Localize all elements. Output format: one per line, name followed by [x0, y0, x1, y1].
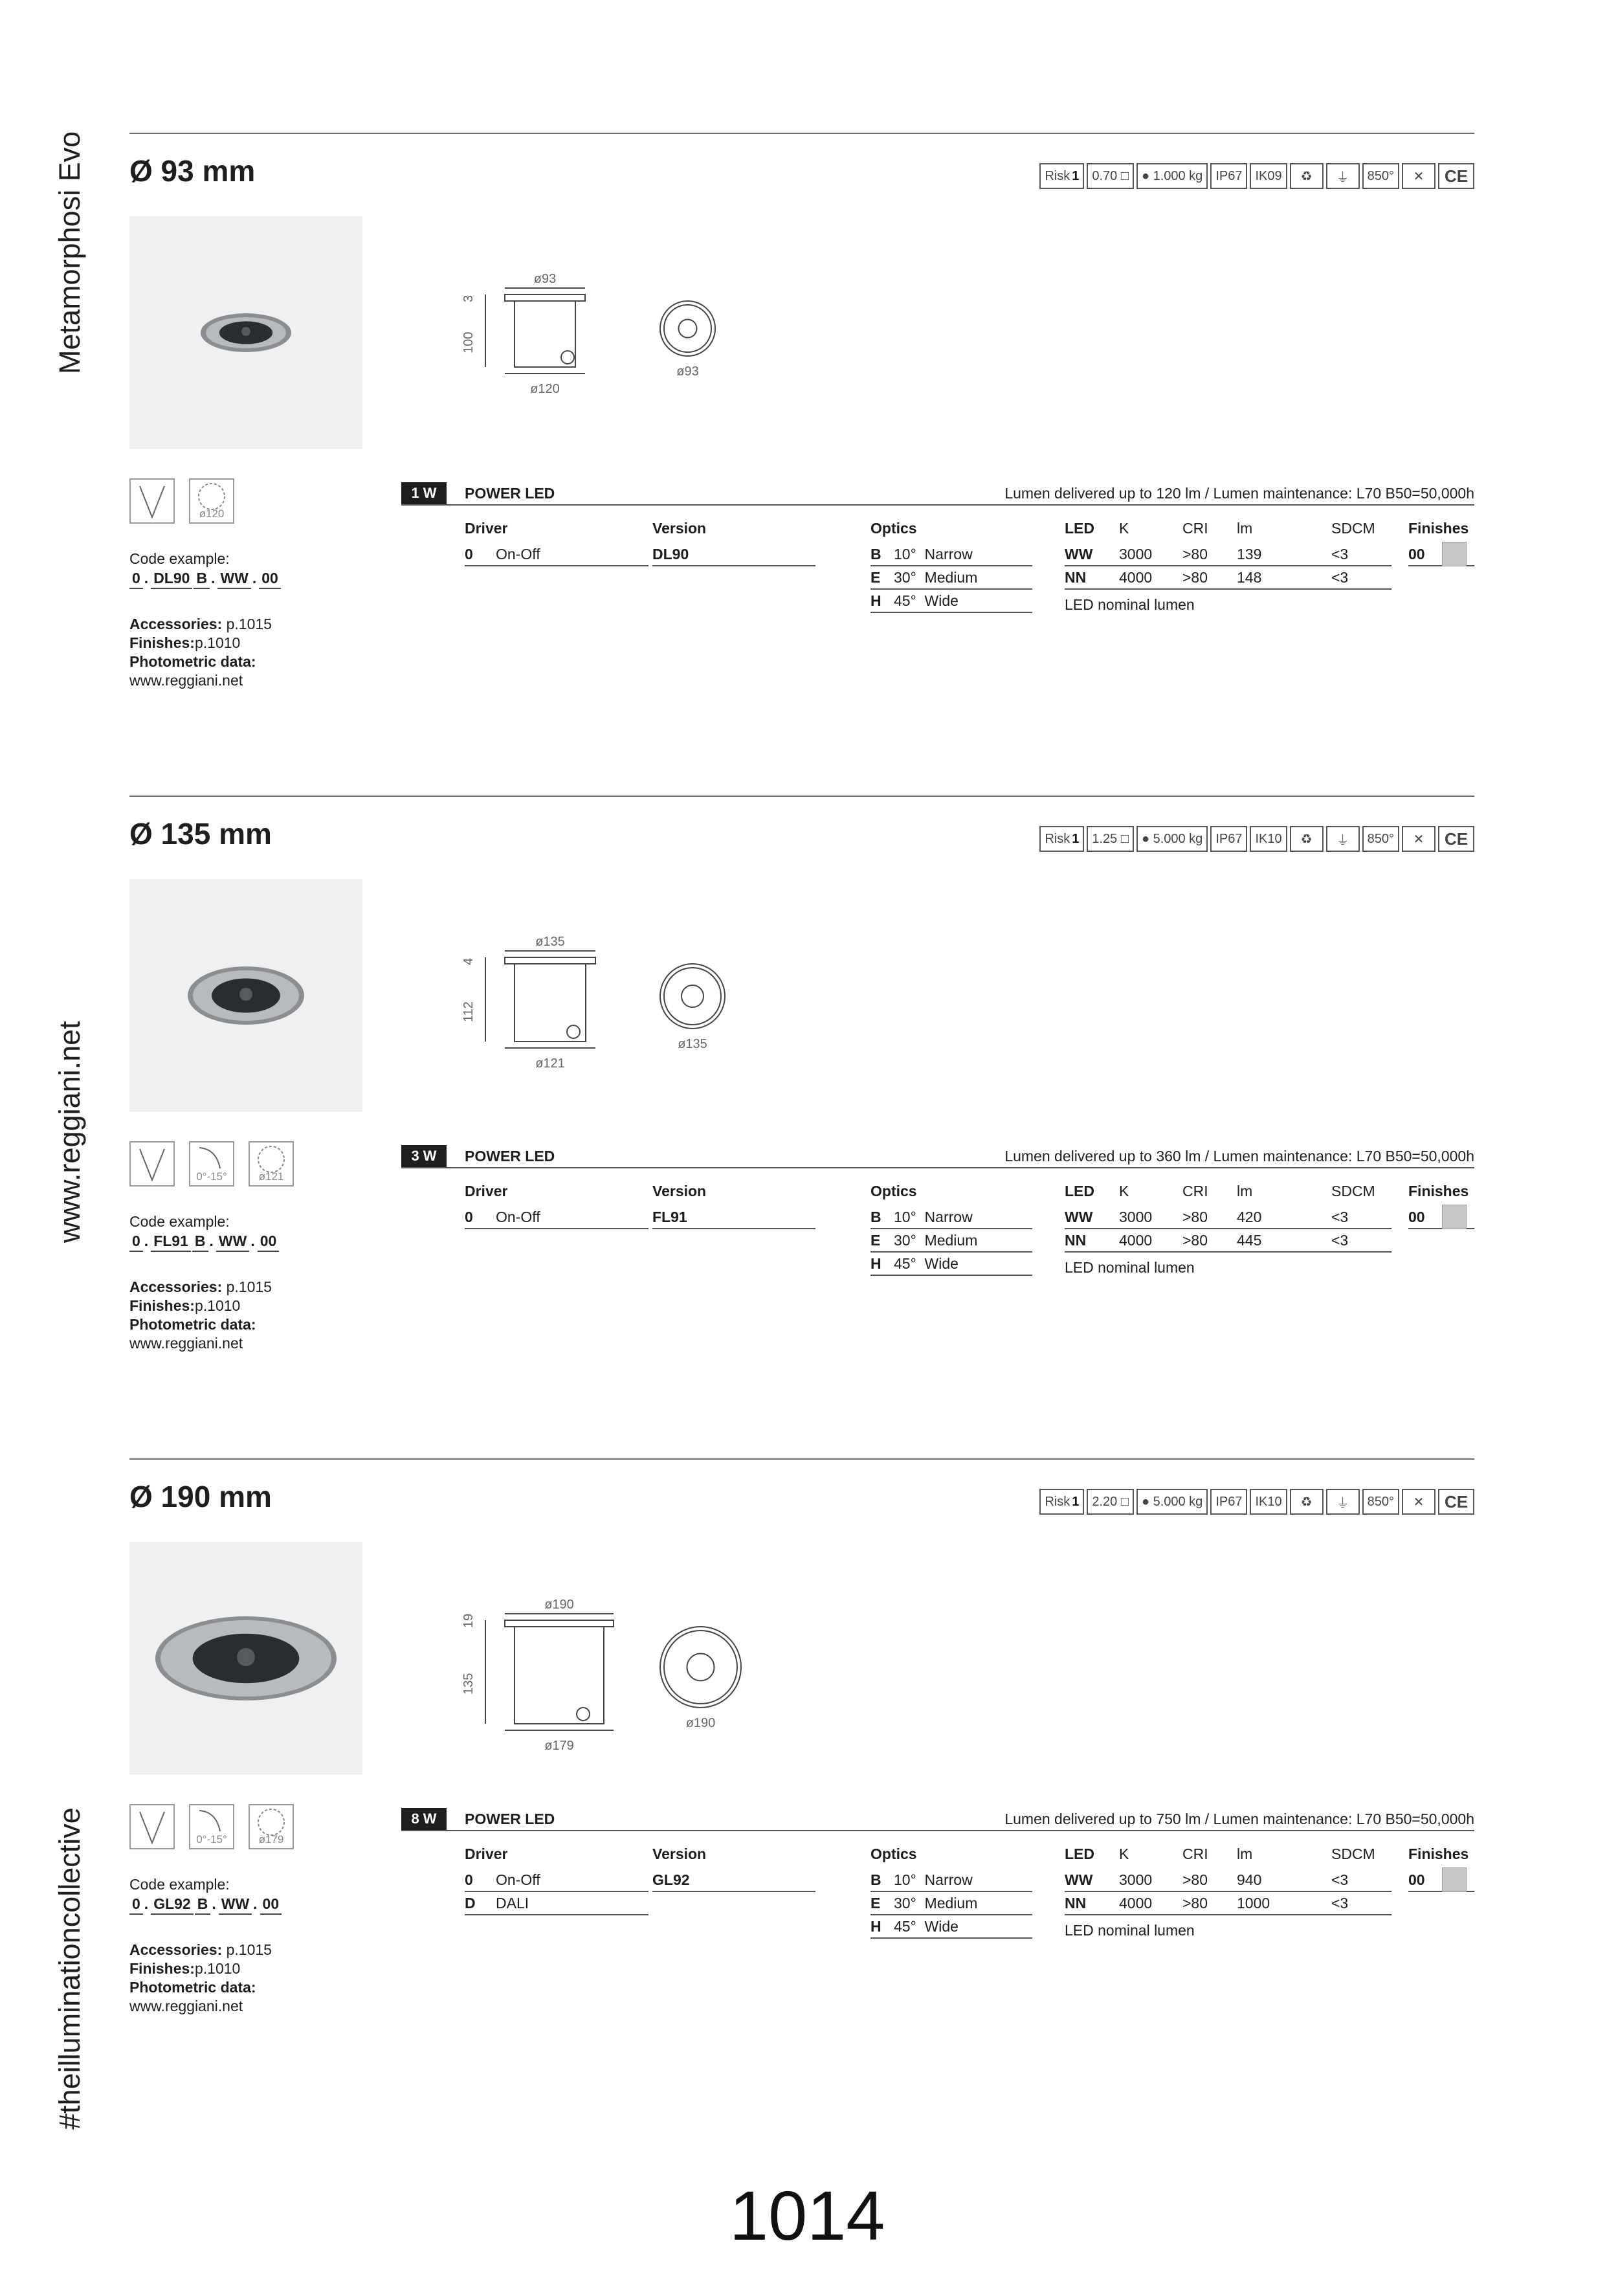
optics-option: E 30° Medium [870, 566, 1032, 590]
version-column: Version FL91 [652, 1183, 815, 1229]
ip-badge: IP67 [1210, 1489, 1247, 1515]
version-code: DL90 [652, 543, 815, 566]
code-segment: 0 [129, 1894, 143, 1915]
code-segment: WW [216, 1231, 249, 1252]
led-option: WW 3000 >80 420 <3 [1065, 1206, 1391, 1229]
finish-swatch [1442, 1205, 1467, 1229]
finish-option: 00 [1408, 1869, 1474, 1892]
finishes-column: Finishes 00 [1408, 1845, 1474, 1892]
ce-icon: CE [1438, 1489, 1474, 1515]
optics-option: E 30° Medium [870, 1892, 1032, 1915]
dim-flange: 4 [461, 957, 476, 965]
code-segment: WW [217, 568, 250, 589]
code-segment: 00 [260, 1894, 282, 1915]
product-info: Accessories: p.1015 Finishes:p.1010 Photometric data: www.reggiani.net [129, 1941, 272, 2014]
product-photo [129, 216, 362, 449]
load-badge: ● 1.000 kg [1136, 163, 1208, 189]
dim-top-width: ø93 [533, 272, 557, 286]
finish-option: 00 [1408, 543, 1474, 566]
code-segment: WW [219, 1894, 252, 1915]
code-segment: GL92 [151, 1894, 194, 1915]
led-note: LED nominal lumen [1065, 596, 1195, 613]
code-example-value: 0 . DL90 B . WW . 00 [129, 568, 282, 589]
spec-table [401, 482, 1474, 613]
lumen-info: Lumen delivered up to 750 lm / Lumen maintenance: L70 B50=50,000h [1004, 1811, 1474, 1827]
optics-option: B 10° Narrow [870, 1869, 1032, 1892]
technical-drawing-wrapper [447, 925, 809, 1097]
technical-drawing-wrapper [447, 262, 809, 434]
dim-bottom-width: ø179 [544, 1739, 574, 1753]
temperature-badge: 850° [1362, 826, 1399, 852]
dim-front-width: ø135 [678, 1037, 707, 1051]
finishes-column: Finishes 00 [1408, 1183, 1474, 1229]
code-example-value: 0 . FL91 B . WW . 00 [129, 1231, 280, 1252]
optics-column: Optics B 10° Narrow E 30° Medium H 45° Wide [870, 1845, 1032, 1939]
code-example-label: Code example: [129, 1876, 230, 1893]
code-example-label: Code example: [129, 1213, 230, 1230]
feature-icons [129, 1804, 294, 1849]
narrow-beam-icon [129, 1804, 175, 1849]
version-column: Version DL90 [652, 520, 815, 566]
recycle-icon: ♻ [1290, 1489, 1324, 1515]
finish-swatch [1442, 1867, 1467, 1892]
optics-option: E 30° Medium [870, 1229, 1032, 1253]
code-segment: B [194, 568, 210, 589]
power-led-label: POWER LED [465, 485, 555, 502]
risk-badge: Risk 1 [1039, 163, 1084, 189]
led-column: LED K CRI lm SDCM WW 3000 >80 420 <3 NN 4000 >80 445 <3 LED nominal lumen [1065, 1183, 1391, 1276]
no-bin-icon: ✕ [1402, 163, 1435, 189]
ik-badge: IK10 [1250, 1489, 1287, 1515]
weight-icon: □ [1120, 1494, 1129, 1509]
dim-flange: 19 [461, 1613, 476, 1628]
ik-badge: IK10 [1250, 826, 1287, 852]
certification-badges [1039, 163, 1474, 189]
code-example-value: 0 . GL92 B . WW . 00 [129, 1894, 283, 1915]
foot-icon: ● [1141, 168, 1153, 183]
code-segment: DL90 [151, 568, 192, 589]
optics-column: Optics B 10° Narrow E 30° Medium H 45° Wide [870, 1183, 1032, 1276]
load-badge: ● 5.000 kg [1136, 826, 1208, 852]
section-divider [129, 796, 1474, 797]
section-divider [129, 1458, 1474, 1460]
product-section [0, 796, 1618, 1443]
version-code: GL92 [652, 1869, 815, 1892]
technical-drawing-wrapper [447, 1588, 809, 1759]
foot-icon: ● [1141, 1494, 1153, 1509]
dim-front-width: ø93 [676, 364, 699, 379]
code-example [129, 1212, 280, 1252]
ip-badge: IP67 [1210, 163, 1247, 189]
wattage-badge: 8 W [401, 1808, 447, 1830]
product-title: Ø 135 mm [129, 817, 272, 851]
photometric-link[interactable]: www.reggiani.net [129, 672, 243, 689]
led-option: NN 4000 >80 1000 <3 [1065, 1892, 1391, 1915]
led-option: WW 3000 >80 940 <3 [1065, 1869, 1391, 1892]
optics-option: H 45° Wide [870, 1915, 1032, 1939]
optics-option: B 10° Narrow [870, 543, 1032, 566]
sidebar-title: Metamorphosi Evo [53, 131, 86, 374]
product-info: Accessories: p.1015 Finishes:p.1010 Photometric data: www.reggiani.net [129, 616, 272, 689]
product-photo [129, 1542, 362, 1775]
accessories-page[interactable]: p.1015 [226, 616, 272, 632]
dim-height: 135 [461, 1673, 476, 1695]
driver-option: D DALI [465, 1892, 648, 1915]
version-column: Version GL92 [652, 1845, 815, 1892]
narrow-beam-icon [129, 478, 175, 524]
recycle-icon: ♻ [1290, 163, 1324, 189]
product-title: Ø 93 mm [129, 154, 256, 188]
finish-option: 00 [1408, 1206, 1474, 1229]
section-divider [129, 133, 1474, 134]
ce-icon: CE [1438, 826, 1474, 852]
dim-top-width: ø135 [535, 935, 565, 949]
feature-icons [129, 1141, 294, 1187]
cutout-icon: ø179 [249, 1804, 294, 1849]
ip-badge: IP67 [1210, 826, 1247, 852]
dim-height: 112 [461, 1001, 476, 1022]
cutout-icon: ø120 [189, 478, 234, 524]
ground-icon: ⏚ [1326, 826, 1360, 852]
cutout-icon: ø121 [249, 1141, 294, 1187]
foot-icon: ● [1141, 831, 1153, 846]
power-led-label: POWER LED [465, 1811, 555, 1827]
finishes-column: Finishes 00 [1408, 520, 1474, 566]
accessories-page[interactable]: p.1015 [226, 1278, 272, 1295]
photometric-link[interactable]: www.reggiani.net [129, 1335, 243, 1352]
optics-option: H 45° Wide [870, 1253, 1032, 1276]
driver-column: Driver 0 On-Off [465, 1183, 648, 1229]
lumen-info: Lumen delivered up to 360 lm / Lumen maintenance: L70 B50=50,000h [1004, 1148, 1474, 1165]
code-segment: B [195, 1894, 211, 1915]
led-note: LED nominal lumen [1065, 1259, 1195, 1276]
weight-badge: 0.70 □ [1087, 163, 1134, 189]
product-photo [129, 879, 362, 1112]
code-segment: 00 [259, 568, 281, 589]
spec-table [401, 1145, 1474, 1276]
ce-icon: CE [1438, 163, 1474, 189]
weight-badge: 2.20 □ [1087, 1489, 1134, 1515]
ground-icon: ⏚ [1326, 1489, 1360, 1515]
led-option: NN 4000 >80 148 <3 [1065, 566, 1391, 590]
led-note: LED nominal lumen [1065, 1922, 1195, 1939]
ik-badge: IK09 [1250, 163, 1287, 189]
narrow-beam-icon [129, 1141, 175, 1187]
code-segment: B [192, 1231, 208, 1252]
finish-swatch [1442, 542, 1467, 566]
optics-column: Optics B 10° Narrow E 30° Medium H 45° Wide [870, 520, 1032, 613]
no-bin-icon: ✕ [1402, 826, 1435, 852]
code-example [129, 1875, 283, 1915]
sidebar-hashtag: #theilluminationcollective [53, 1807, 86, 2130]
code-segment: 0 [129, 568, 143, 589]
spec-table [401, 1808, 1474, 1939]
technical-drawing [447, 262, 809, 430]
technical-drawing [447, 1588, 809, 1756]
product-info: Accessories: p.1015 Finishes:p.1010 Photometric data: www.reggiani.net [129, 1278, 272, 1352]
photometric-link[interactable]: www.reggiani.net [129, 1998, 243, 2014]
code-segment: 00 [258, 1231, 280, 1252]
certification-badges [1039, 1489, 1474, 1515]
certification-badges [1039, 826, 1474, 852]
driver-option: 0 On-Off [465, 543, 648, 566]
dim-bottom-width: ø121 [535, 1056, 565, 1071]
power-led-label: POWER LED [465, 1148, 555, 1165]
risk-badge: Risk 1 [1039, 826, 1084, 852]
weight-badge: 1.25 □ [1087, 826, 1134, 852]
finishes-page[interactable]: p.1010 [194, 1960, 241, 1977]
optics-option: H 45° Wide [870, 590, 1032, 613]
dim-top-width: ø190 [544, 1598, 574, 1612]
load-badge: ● 5.000 kg [1136, 1489, 1208, 1515]
driver-column: Driver 0 On-Off [465, 520, 648, 566]
code-example-label: Code example: [129, 550, 230, 567]
led-column: LED K CRI lm SDCM WW 3000 >80 940 <3 NN 4000 >80 1000 <3 LED nominal lumen [1065, 1845, 1391, 1939]
dim-bottom-width: ø120 [530, 382, 560, 396]
ground-icon: ⏚ [1326, 163, 1360, 189]
finishes-page[interactable]: p.1010 [194, 1297, 241, 1314]
driver-option: 0 On-Off [465, 1206, 648, 1229]
version-code: FL91 [652, 1206, 815, 1229]
optics-option: B 10° Narrow [870, 1206, 1032, 1229]
led-column: LED K CRI lm SDCM WW 3000 >80 139 <3 NN 4000 >80 148 <3 LED nominal lumen [1065, 520, 1391, 614]
weight-icon: □ [1120, 831, 1129, 846]
code-segment: FL91 [151, 1231, 191, 1252]
temperature-badge: 850° [1362, 1489, 1399, 1515]
wattage-badge: 3 W [401, 1145, 447, 1167]
sidebar-url[interactable]: www.reggiani.net [53, 1021, 86, 1243]
product-title: Ø 190 mm [129, 1480, 272, 1513]
tilt-icon: 0°-15° [189, 1804, 234, 1849]
led-option: WW 3000 >80 139 <3 [1065, 543, 1391, 566]
tilt-icon: 0°-15° [189, 1141, 234, 1187]
product-section [0, 1458, 1618, 2106]
code-example [129, 549, 282, 589]
dim-front-width: ø190 [685, 1716, 716, 1730]
recycle-icon: ♻ [1290, 826, 1324, 852]
accessories-page[interactable]: p.1015 [226, 1941, 272, 1958]
temperature-badge: 850° [1362, 163, 1399, 189]
dim-flange: 3 [461, 295, 476, 302]
dim-height: 100 [461, 331, 476, 353]
code-segment: 0 [129, 1231, 143, 1252]
feature-icons [129, 478, 234, 524]
no-bin-icon: ✕ [1402, 1489, 1435, 1515]
wattage-badge: 1 W [401, 482, 447, 504]
driver-option: 0 On-Off [465, 1869, 648, 1892]
finishes-page[interactable]: p.1010 [194, 634, 241, 651]
technical-drawing [447, 925, 809, 1093]
driver-column: Driver 0 On-Off D DALI [465, 1845, 648, 1915]
weight-icon: □ [1120, 168, 1129, 183]
lumen-info: Lumen delivered up to 120 lm / Lumen maintenance: L70 B50=50,000h [1004, 485, 1474, 502]
risk-badge: Risk 1 [1039, 1489, 1084, 1515]
product-section [0, 133, 1618, 780]
led-option: NN 4000 >80 445 <3 [1065, 1229, 1391, 1253]
page-number: 1014 [729, 2176, 885, 2255]
